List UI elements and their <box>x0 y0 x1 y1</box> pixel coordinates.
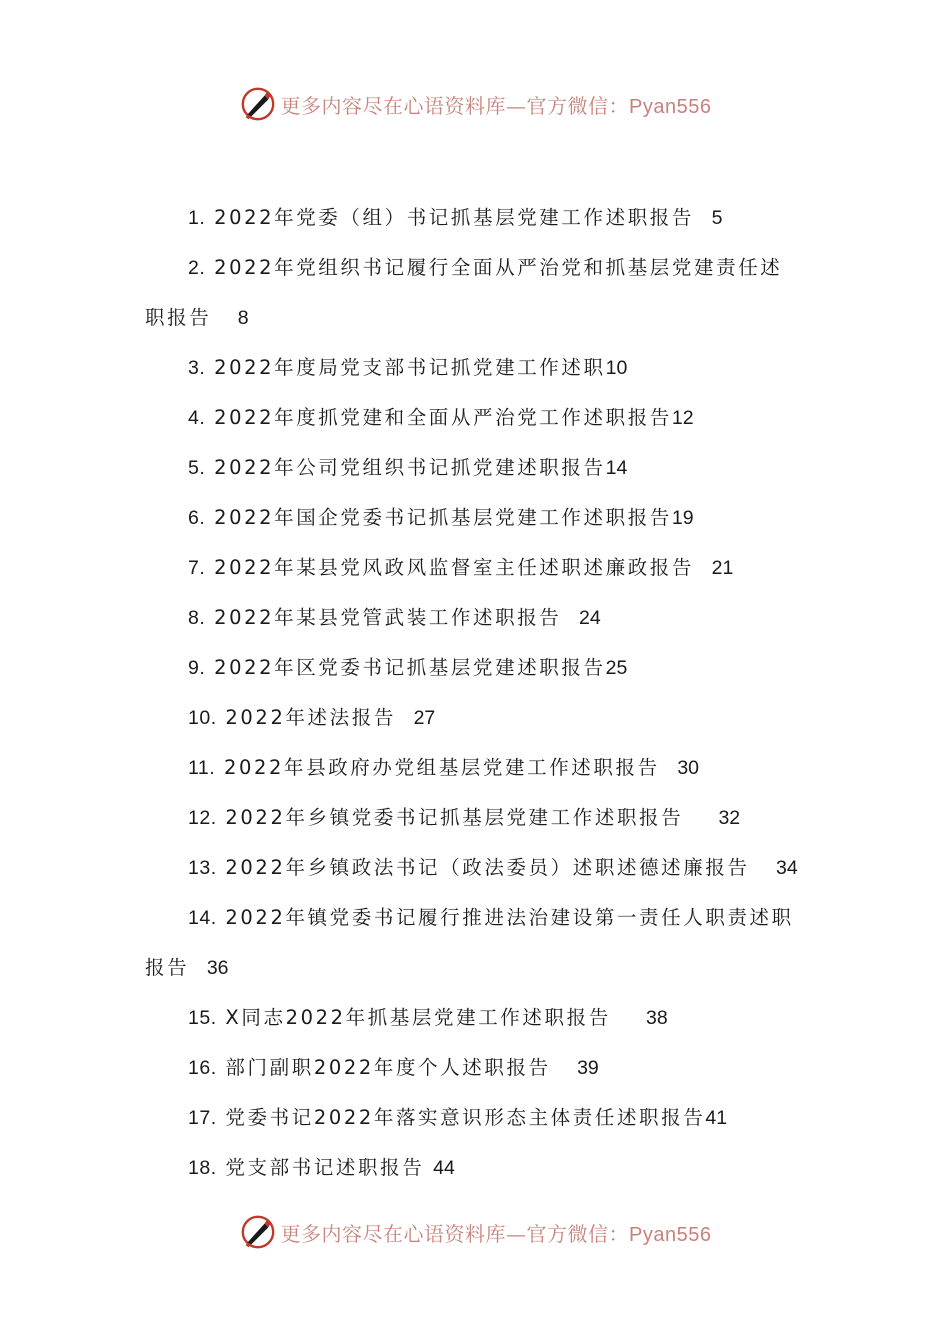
toc-entry-8[interactable]: 8. 2022年某县党管武装工作述职报告 24 <box>188 606 601 629</box>
toc-entry-16[interactable]: 16. 部门副职2022年度个人述职报告 39 <box>188 1056 599 1079</box>
toc-entry-10[interactable]: 10. 2022年述法报告 27 <box>188 706 436 729</box>
toc-entry-2-cont[interactable]: 职报告 8 <box>145 306 249 329</box>
toc-entry-5[interactable]: 5. 2022年公司党组织书记抓党建述职报告14 <box>188 456 628 479</box>
banner-text: 更多内容尽在心语资料库—官方微信：Pyan556 <box>280 93 712 118</box>
toc-entry-4[interactable]: 4. 2022年度抓党建和全面从严治党工作述职报告12 <box>188 406 694 429</box>
toc-entry-15[interactable]: 15. X同志2022年抓基层党建工作述职报告 38 <box>188 1006 668 1029</box>
banner-text: 更多内容尽在心语资料库—官方微信：Pyan556 <box>280 1221 712 1246</box>
toc-entry-6[interactable]: 6. 2022年国企党委书记抓基层党建工作述职报告19 <box>188 506 694 529</box>
toc-entry-13[interactable]: 13. 2022年乡镇政法书记（政法委员）述职述德述廉报告 34 <box>188 856 798 879</box>
toc-entry-1[interactable]: 1. 2022年党委（组）书记抓基层党建工作述职报告 5 <box>188 206 723 229</box>
toc-entry-14[interactable]: 14. 2022年镇党委书记履行推进法治建设第一责任人职责述职 <box>188 906 794 929</box>
toc-entry-11[interactable]: 11. 2022年县政府办党组基层党建工作述职报告 30 <box>188 756 700 779</box>
toc-entry-9[interactable]: 9. 2022年区党委书记抓基层党建述职报告25 <box>188 656 628 679</box>
toc-entry-12[interactable]: 12. 2022年乡镇党委书记抓基层党建工作述职报告 32 <box>188 806 741 829</box>
toc-entry-17[interactable]: 17. 党委书记2022年落实意识形态主体责任述职报告41 <box>188 1106 728 1129</box>
toc-entry-14-cont[interactable]: 报告 36 <box>145 956 229 979</box>
pen-logo-icon <box>239 1213 277 1251</box>
toc-entry-18[interactable]: 18. 党支部书记述职报告 44 <box>188 1156 455 1179</box>
footer-banner <box>0 1210 950 1254</box>
toc-entry-2[interactable]: 2. 2022年党组织书记履行全面从严治党和抓基层党建责任述 <box>188 256 783 279</box>
toc-entry-7[interactable]: 7. 2022年某县党风政风监督室主任述职述廉政报告 21 <box>188 556 734 579</box>
toc-entry-3[interactable]: 3. 2022年度局党支部书记抓党建工作述职10 <box>188 356 628 379</box>
